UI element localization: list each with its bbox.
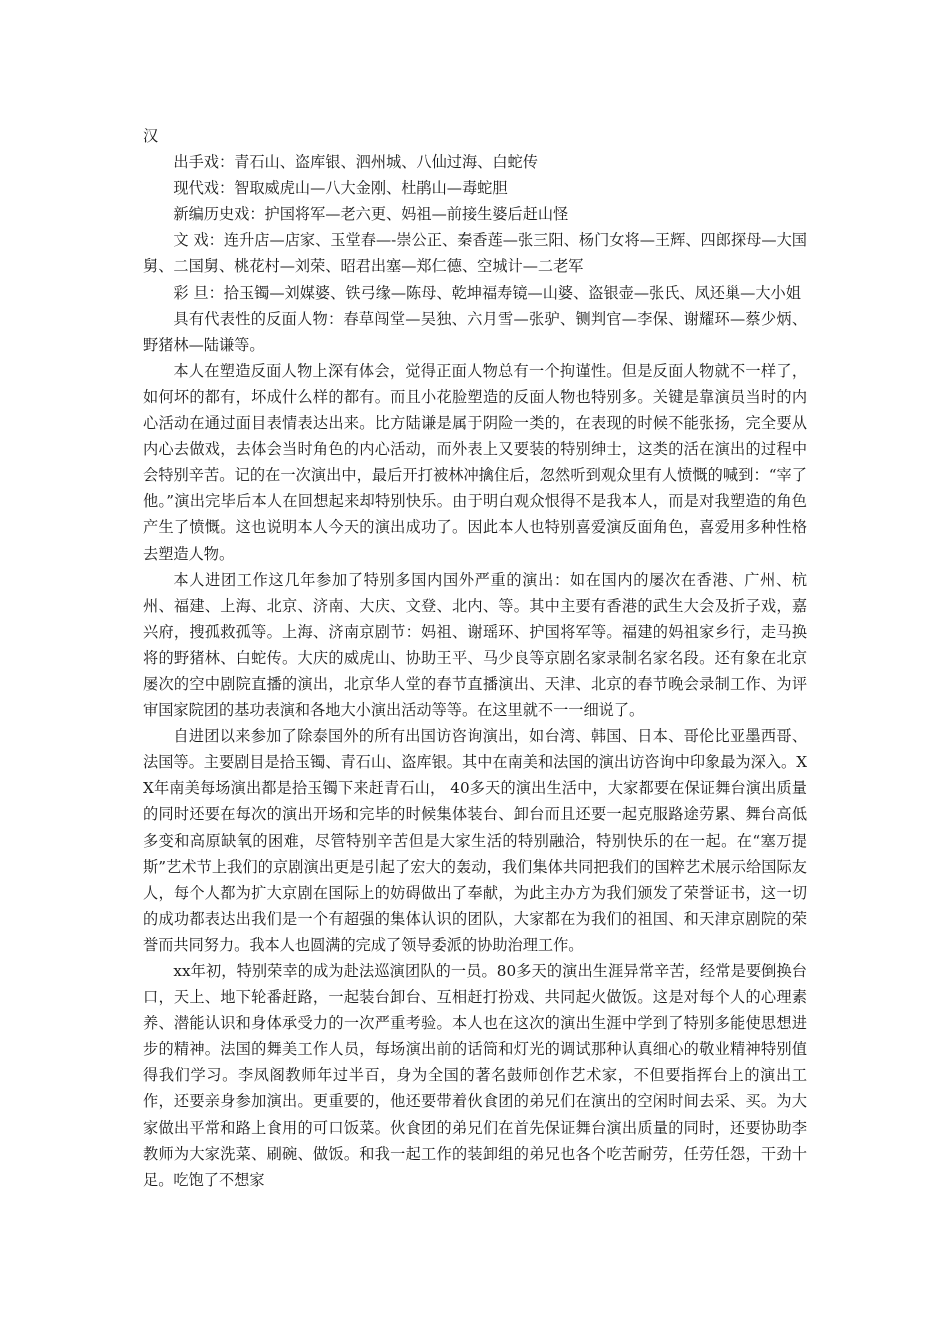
paragraph-text: 本人进团工作这几年参加了特别多国内国外严重的演出：如在国内的屡次在香港、广州、杭州、福建、上海、北京、济南、大庆、文登、北内、等。其中主要有香港的武生大会及折子戏，嘉兴府，搜孤救孤等。上海、济南京剧节：妈祖、谢瑶环、护国将军等。福建的妈祖家乡行，走马换将的野猪林、白蛇传。大庆的威虎山、协助王平、马少良等京剧名家录制名家名段。还有象在北京屡次的空中剧院直播的演出，北京华人堂的春节直播演出、天津、北京的春节晚会录制工作、为评审国家院团的基功表演和各地大小演出活动等等。在这里就不一一细说了。 (143, 570, 807, 720)
paragraph-text: 具有代表性的反面人物：春草闯堂—吴独、六月雪—张驴、铡判官—李保、谢耀环—蔡少炳、野猪林—陆谦等。 (143, 309, 807, 354)
paragraph-text: 彩 旦：拾玉镯—刘媒婆、铁弓缘—陈母、乾坤福寿镜—山婆、盗银壶—张氏、凤还巢—大小姐 (173, 283, 801, 302)
paragraph-text: 文 戏：连升店—店家、玉堂春—-崇公正、秦香莲—张三阳、杨门女将—王辉、四郎探母—大国舅、二国舅、桃花村—刘荣、昭君出塞—郑仁德、空城计—二老军 (143, 231, 807, 276)
paragraph-text: 现代戏：智取威虎山—八大金刚、杜鹃山—毒蛇胆 (173, 179, 508, 198)
paragraph-text: 汉 (143, 127, 159, 145)
paragraph-text: xx年初，特别荣幸的成为赴法巡演团队的一员。80多天的演出生涯异常辛苦，经常是要倒换台口，天上、地下轮番赶路，一起装台卸台、互相赶打扮戏、共同起火做饭。这是对每个人的心理素养、潜能认识和身体承受力的一次严重考验。本人也在这次的演出生涯中学到了特别多能使思想进步的精神。法国的舞美工作人员，每场演出前的话筒和灯光的调试那种认真细心的敬业精神特别值得我们学习。李凤阁教师年过半百，身为全国的著名鼓师创作艺术家，不但要指挥台上的演出工作，还要亲身参加演出。更重要的，他还要带着伙食团的弟兄们在演出的空闲时间去采、买。为大家做出平常和路上食用的可口饭菜。伙食团的弟兄们在首先保证舞台演出质量的同时，还要协助李教师为大家洗菜、刷碗、做饭。和我一起工作的装卸组的弟兄也各个吃苦耐劳，任劳任怨，干劲十足。吃饱了不想家 (143, 962, 807, 1189)
paragraph-text: 自进团以来参加了除泰国外的所有出国访咨询演出，如台湾、韩国、日本、哥伦比亚墨西哥、法国等。主要剧目是拾玉镯、青石山、盗库银。其中在南美和法国的演出访咨询中印象最为深入。XX年南美每场演出都是拾玉镯下来赶青石山， 40多天的演出生活中，大家都要在保证舞台演出质量的同时还要在每次的演出开场和完毕的时候集体装台、卸台而且还要一起克服路途劳累、舞台高低多变和高原缺氧的困难，尽管特别辛苦但是大家生活的特别融洽，特别快乐的在一起。在“塞万提斯”艺术节上我们的京剧演出更是引起了宏大的轰动，我们集体共同把我们的国粹艺术展示给国际友人，每个人都为扩大京剧在国际上的妨碍做出了奉献，为此主办方为我们颁发了荣誉证书，这一切的成功都表达出我们是一个有超强的集体认识的团队，大家都在为我们的祖国、和天津京剧院的荣誉而共同努力。我本人也圆满的完成了领导委派的协助治理工作。 (143, 727, 807, 954)
document-body (143, 123, 807, 1193)
paragraph-text: 出手戏：青石山、盗库银、泗州城、八仙过海、白蛇传 (173, 153, 538, 172)
paragraph-text: 新编历史戏：护国将军—老六更、妈祖—前接生婆后赶山怪 (173, 205, 569, 224)
paragraph-text: 本人在塑造反面人物上深有体会，觉得正面人物总有一个拘谨性。但是反面人物就不一样了，如何坏的都有，坏成什么样的都有。而且小花脸塑造的反面人物也特别多。关键是靠演员当时的内心活动在通过面目表情表达出来。比方陆谦是属于阴险一类的，在表现的时候不能张扬，完全要从内心去做戏，去体会当时角色的内心活动，而外表上又要装的特别绅士，这类的活在演出的过程中会特别辛苦。记的在一次演出中，最后开打被林冲擒住后，忽然听到观众里有人愤慨的喊到：“宰了他。”演出完毕后本人在回想起来却特别快乐。由于明白观众恨得不是我本人，而是对我塑造的角色产生了愤慨。这也说明本人今天的演出成功了。因此本人也特别喜爱演反面角色，喜爱用多种性格去塑造人物。 (143, 361, 807, 563)
